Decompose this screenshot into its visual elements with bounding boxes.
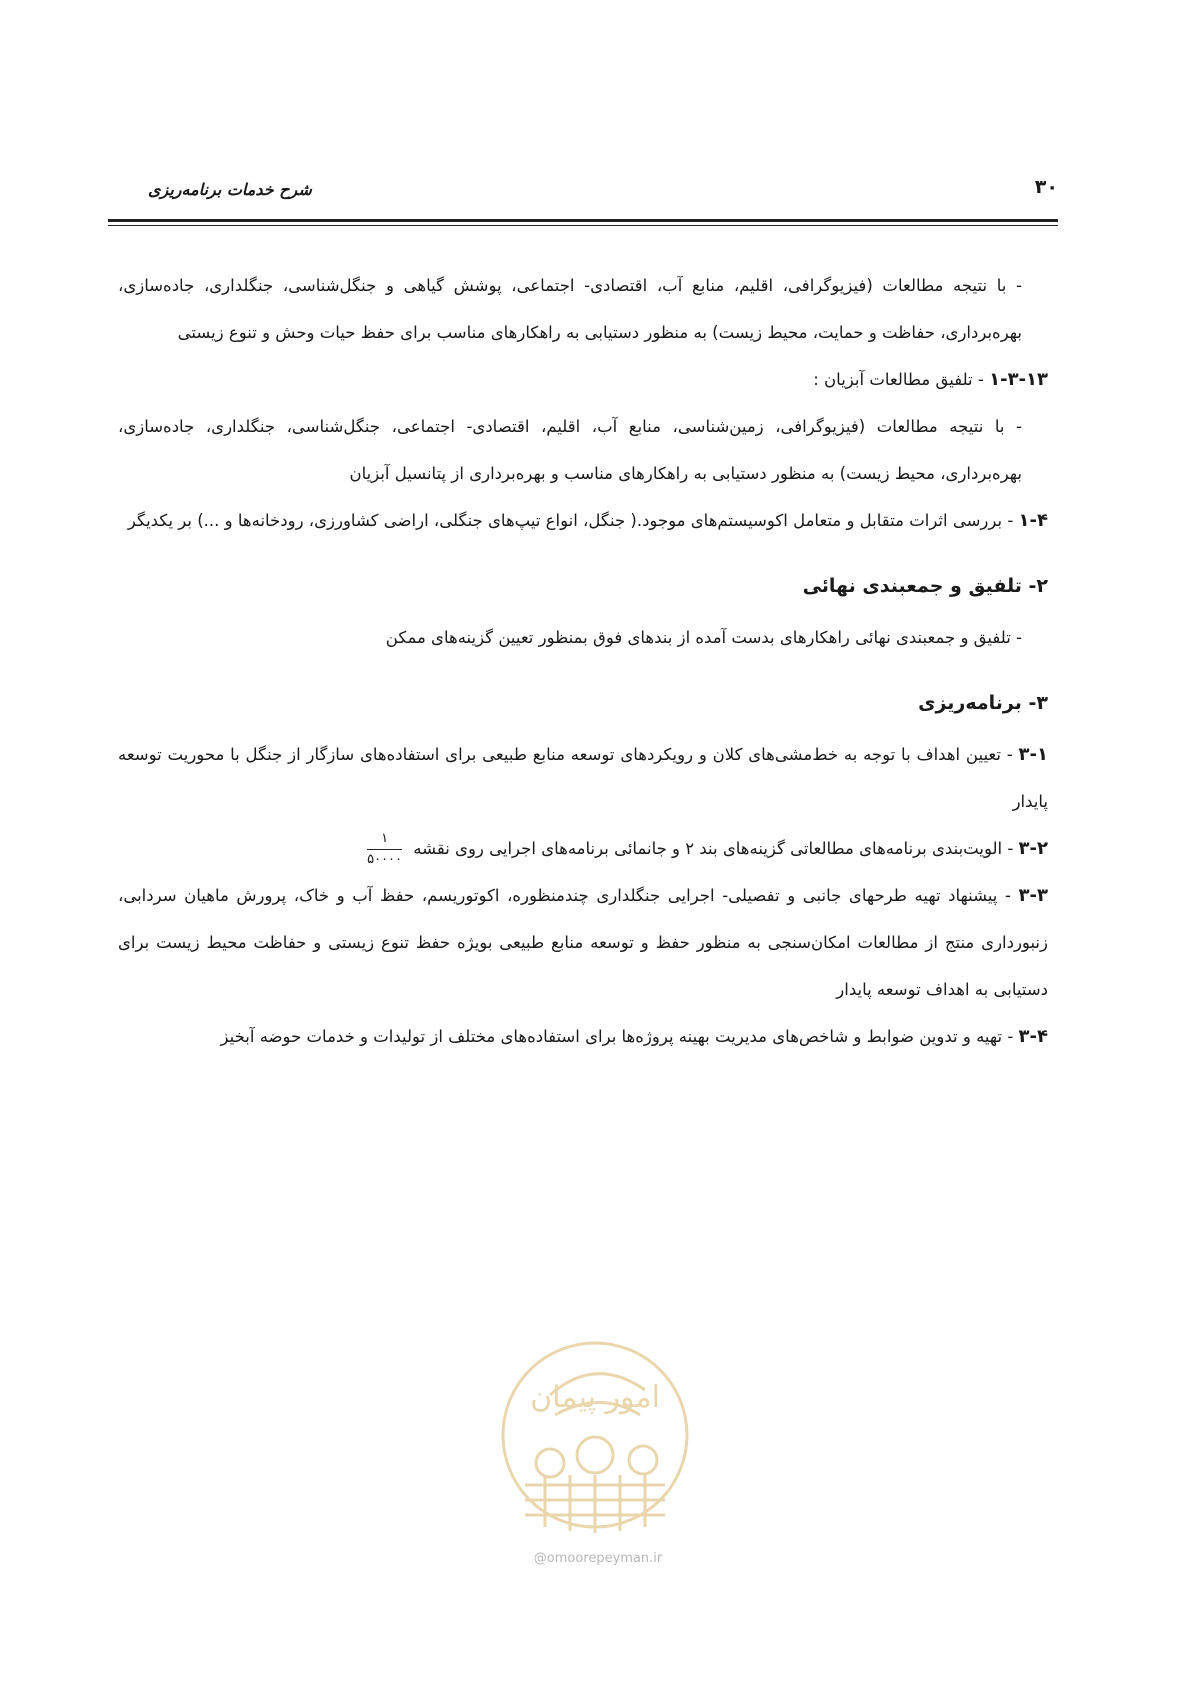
section-number: ۳-۲ [1018,838,1048,859]
list-item [118,825,1048,872]
paragraph-text: - تلفیق و جمعبندی نهائی راهکارهای بدست آمده از بندهای فوق بمنظور تعیین گزینه‌های ممکن [385,628,1022,647]
watermark-logo [495,1335,695,1535]
section-number: ۱-۴ [1018,510,1048,531]
map-scale-fraction [367,831,402,868]
subsection-aquatic [118,356,1048,403]
section-number: ۳-۳ [1018,885,1048,906]
paragraph-wildlife-integration [118,262,1048,356]
subsection-title: - تلفیق مطالعات آبزیان : [813,370,984,389]
section-heading-final-integration: ۲- تلفیق و جمعبندی نهائی [802,575,1048,597]
document-body [118,262,1048,1060]
list-item [118,872,1048,1013]
paragraph-text: - پیشنهاد تهیه طرحهای جانبی و تفصیلی- اجرایی جنگلداری چندمنظوره، اکوتوریسم، حفظ آب و خاک، پرورش ماهیان سردابی، زنبورداری منتج از مطالعات امکان‌سنجی به منظور حفظ و توسعه منابع طبیعی بویژه حفظ تنوع زیستی و حفاظت محیط زیست برای دستیابی به اهداف توسعه پایدار [118,886,1048,999]
list-item [118,731,1048,825]
paragraph-text: - بررسی اثرات متقابل و متعامل اکوسیستم‌های موجود.( جنگل، انواع تیپ‌های جنگلی، اراضی کشاورزی، رودخانه‌ها و ...) بر یکدیگر [127,511,1014,530]
header-rule-thick [108,219,1058,222]
page-header [108,176,1058,204]
paragraph-aquatic-integration [118,403,1048,497]
paragraph-text: - با نتیجه مطالعات (فیزیوگرافی، اقلیم، منابع آب، اقتصادی- اجتماعی، پوشش گیاهی و جنگل‌شناسی، جنگلداری، جاده‌سازی، بهره‌برداری، حفاظت و حمایت، محیط زیست) به منظور دستیابی به راهکارهای مناسب برای حفظ حیات وحش و تنوع زیستی [118,276,1022,342]
paragraph-text: - تعیین اهداف با توجه به خط‌مشی‌های کلان و رویکردهای توسعه منابع طبیعی برای استفاده‌های سازگار از جنگل با محوریت توسعه پایدار [118,745,1048,811]
watermark-logo-text: امور پیمان [530,1380,660,1415]
fraction-numerator: ۱ [367,831,402,850]
subsection-ecosystem-effects [118,497,1048,544]
section-heading-planning: ۳- برنامه‌ریزی [918,692,1048,714]
paragraph-final-integration [118,614,1048,661]
paragraph-text: - تهیه و تدوین ضوابط و شاخص‌های مدیریت بهینه پروژه‌ها برای استفاده‌های مختلف از تولیدات و خدمات حوضه آبخیز [220,1027,1014,1046]
paragraph-text: - با نتیجه مطالعات (فیزیوگرافی، زمین‌شناسی، منابع آب، اقلیم، اقتصادی- اجتماعی، جنگل‌شناسی، جنگلداری، جاده‌سازی، بهره‌برداری، محیط زیست) به منظور دستیابی به راهکارهای مناسب و بهره‌برداری از پتانسیل آبزیان [118,417,1022,483]
section-number: ۱-۳-۱۳ [989,369,1048,390]
section-number: ۳-۱ [1018,744,1048,765]
fraction-denominator: ۵۰۰۰۰ [367,852,403,867]
page-number: ۳۰ [1034,176,1058,198]
paragraph-text: - الویت‌بندی برنامه‌های مطالعاتی گزینه‌های بند ۲ و جانمائی برنامه‌های اجرایی روی نقشه [413,839,1014,858]
header-rule-thin [108,225,1058,226]
watermark-url: @omoorepeyman.ir [533,1551,663,1566]
list-item [118,1013,1048,1060]
section-number: ۳-۴ [1018,1026,1048,1047]
running-title: شرح خدمات برنامه‌ریزی [148,180,312,199]
